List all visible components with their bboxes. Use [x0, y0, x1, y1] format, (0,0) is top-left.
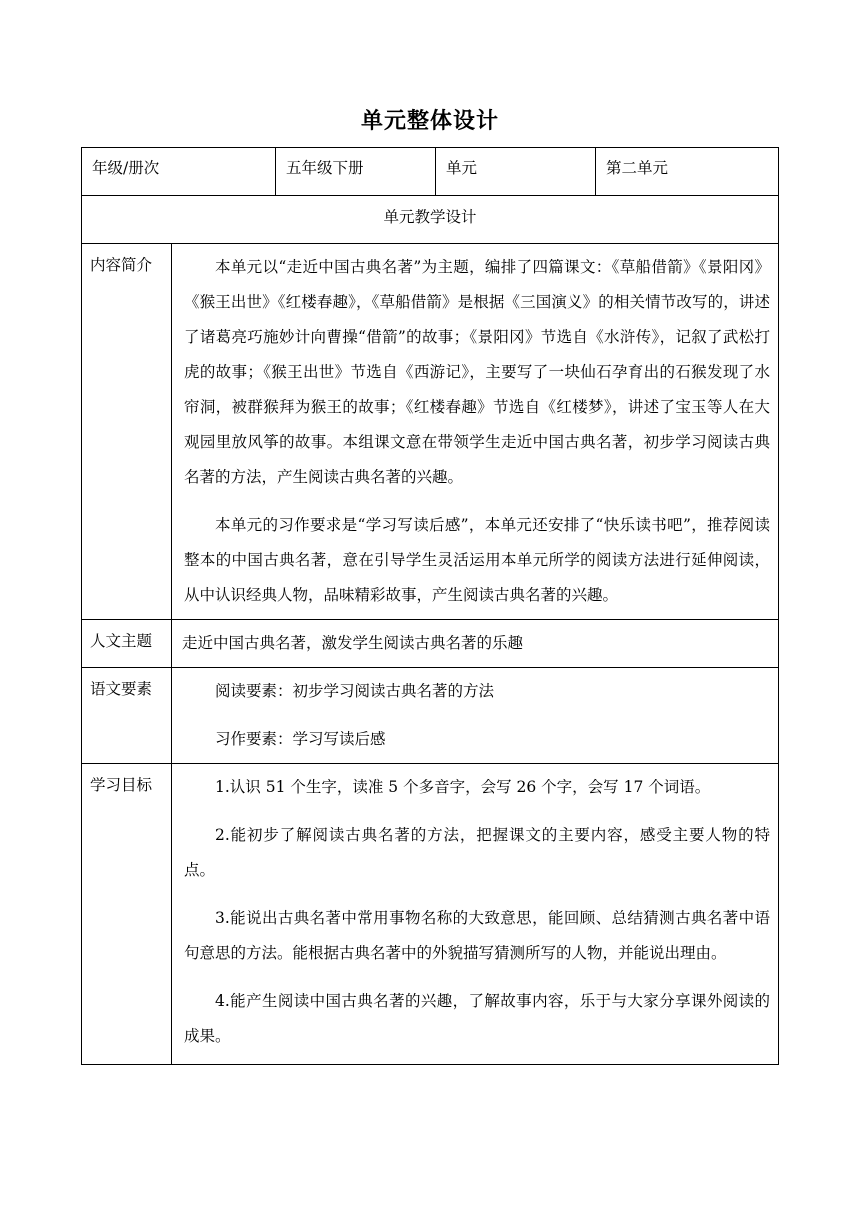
writing-element: 习作要素：学习写读后感	[215, 730, 386, 748]
elements-row	[82, 668, 779, 764]
unit-label: 单元	[446, 159, 478, 177]
goal-item: 4.能产生阅读中国古典名著的兴趣，了解故事内容，乐于与大家分享课外阅读的成果。	[184, 992, 771, 1045]
goal-item: 3.能说出古典名著中常用事物名称的大致意思，能回顾、总结猜测古典名著中语句意思的方法。能根据古典名著中的外貌描写猜测所写的人物，并能说出理由。	[184, 909, 771, 962]
elements-label: 语文要素	[90, 680, 153, 698]
section-title: 单元教学设计	[383, 208, 477, 226]
intro-content-cell	[172, 244, 779, 620]
theme-content-cell	[172, 620, 779, 668]
unit-label-cell	[436, 148, 596, 196]
intro-label-cell	[82, 244, 172, 620]
header-row	[82, 148, 779, 196]
unit-value: 第二单元	[606, 159, 669, 177]
goal-item: 2.能初步了解阅读古典名著的方法，把握课文的主要内容，感受主要人物的特点。	[184, 826, 771, 879]
goals-label: 学习目标	[90, 776, 153, 794]
intro-paragraph: 本单元以“走近中国古典名著”为主题，编排了四篇课文：《草船借箭》《景阳冈》《猴王出世》《红楼春趣》，《草船借箭》是根据《三国演义》的相关情节改写的，讲述了诸葛亮巧施妙计向曹操“借箭”的故事；《景阳冈》节选自《水浒传》，记叙了武松打虎的故事；《猴王出世》节选自《西游记》，主要写了一块仙石孕育出的石猴发现了水帘洞，被群猴拜为猴王的故事；《红楼春趣》节选自《红楼梦》，讲述了宝玉等人在大观园里放风筝的故事。本组课文意在带领学生走近中国古典名著，初步学习阅读古典名著的方法，产生阅读古典名著的兴趣。	[184, 258, 771, 486]
elements-content-cell	[172, 668, 779, 764]
intro-label: 内容简介	[90, 256, 153, 274]
grade-value: 五年级下册	[286, 159, 364, 177]
theme-label-cell	[82, 620, 172, 668]
goals-content-cell	[172, 764, 779, 1065]
goals-row	[82, 764, 779, 1065]
page-title: 单元整体设计	[360, 109, 499, 134]
goal-item: 1.认识 51 个生字，读准 5 个多音字，会写 26 个字，会写 17 个词语。	[215, 778, 711, 796]
intro-paragraph: 本单元的习作要求是“学习写读后感”，本单元还安排了“快乐读书吧”，推荐阅读整本的中国古典名著，意在引导学生灵活运用本单元所学的阅读方法进行延伸阅读，从中认识经典人物，品味精彩故事，产生阅读古典名著的兴趣。	[184, 516, 771, 604]
theme-text: 走近中国古典名著，激发学生阅读古典名著的乐趣	[182, 634, 524, 652]
goals-label-cell	[82, 764, 172, 1065]
elements-label-cell	[82, 668, 172, 764]
section-row	[82, 196, 779, 244]
grade-value-cell	[276, 148, 436, 196]
unit-design-table	[81, 147, 779, 1065]
unit-value-cell	[596, 148, 779, 196]
grade-label-cell	[82, 148, 276, 196]
grade-label: 年级/册次	[92, 159, 160, 177]
theme-row	[82, 620, 779, 668]
intro-row	[82, 244, 779, 620]
theme-label: 人文主题	[90, 632, 153, 650]
section-title-cell	[82, 196, 779, 244]
reading-element: 阅读要素：初步学习阅读古典名著的方法	[215, 682, 495, 700]
